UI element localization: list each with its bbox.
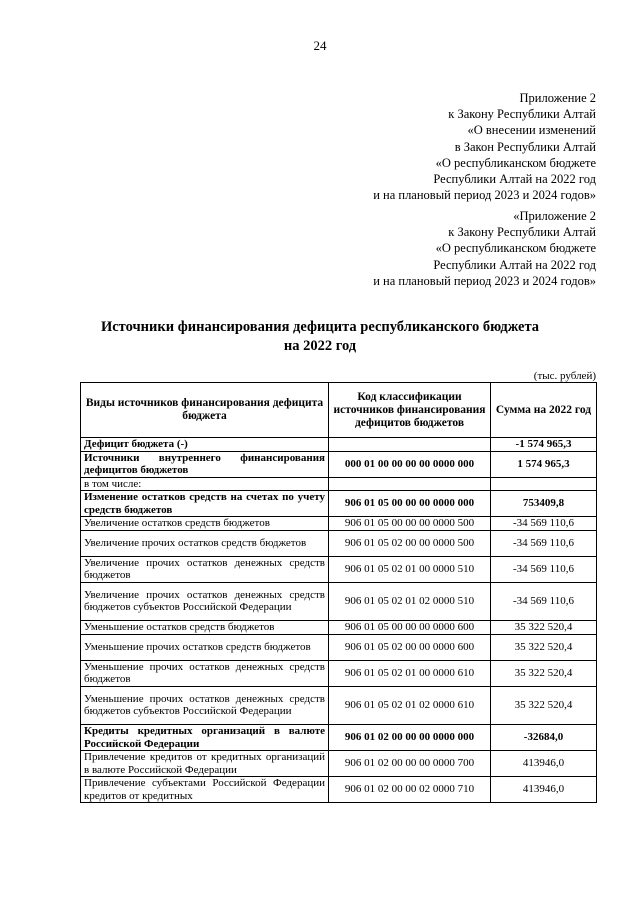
header-sum-2022: Сумма на 2022 год	[491, 383, 597, 438]
appendix-1-line: к Закону Республики Алтай	[448, 107, 596, 122]
row-classification-code: 906 01 02 00 00 02 0000 710	[329, 777, 491, 803]
appendix-2-line: и на плановый период 2023 и 2024 годов»	[373, 273, 596, 288]
row-sum-value: 1 574 965,3	[491, 451, 597, 477]
row-source-name: Дефицит бюджета (-)	[81, 438, 329, 452]
row-source-name: Привлечение кредитов от кредитных организаций в валюте Российской Федерации	[81, 751, 329, 777]
row-source-name: в том числе:	[81, 477, 329, 491]
header-classification-code: Код классификации источников финансирования дефицитов бюджетов	[329, 383, 491, 438]
row-sum-value: -34 569 110,6	[491, 582, 597, 621]
table-row	[81, 491, 597, 517]
row-source-name: Привлечение субъектами Российской Федерации кредитов от кредитных	[81, 777, 329, 803]
table-row	[81, 517, 597, 531]
row-source-name: Уменьшение прочих остатков денежных средств бюджетов субъектов Российской Федерации	[81, 686, 329, 725]
units-label: (тыс. рублей)	[533, 370, 596, 382]
row-source-name: Уменьшение прочих остатков денежных средств бюджетов	[81, 660, 329, 686]
appendix-2-line: «Приложение 2	[513, 209, 596, 223]
row-source-name: Уменьшение остатков средств бюджетов	[81, 621, 329, 635]
row-sum-value	[491, 477, 597, 491]
row-classification-code: 906 01 05 02 00 00 0000 500	[329, 530, 491, 556]
header-source-type: Виды источников финансирования дефицита бюджета	[81, 383, 329, 438]
appendix-1-line: и на плановый период 2023 и 2024 годов»	[373, 188, 596, 203]
appendix-2-line: к Закону Республики Алтай	[448, 225, 596, 240]
row-sum-value: 35 322 520,4	[491, 621, 597, 635]
table-row	[81, 621, 597, 635]
row-sum-value: 413946,0	[491, 777, 597, 803]
appendix-2-line: Республики Алтай на 2022 год	[433, 257, 596, 272]
row-source-name: Увеличение прочих остатков денежных средств бюджетов	[81, 556, 329, 582]
row-classification-code: 906 01 05 02 01 00 0000 610	[329, 660, 491, 686]
row-classification-code: 906 01 05 02 01 02 0000 510	[329, 582, 491, 621]
row-classification-code: 906 01 02 00 00 00 0000 700	[329, 751, 491, 777]
row-sum-value: 753409,8	[491, 491, 597, 517]
appendix-1-line: Приложение 2	[519, 91, 596, 105]
row-classification-code	[329, 438, 491, 452]
table-row	[81, 751, 597, 777]
row-sum-value: -34 569 110,6	[491, 556, 597, 582]
title-line-1: Источники финансирования дефицита республиканского бюджета	[100, 319, 540, 335]
row-classification-code: 000 01 00 00 00 00 0000 000	[329, 451, 491, 477]
row-classification-code: 906 01 05 00 00 00 0000 600	[329, 621, 491, 635]
table-row	[81, 686, 597, 725]
table-row	[81, 660, 597, 686]
table-body	[81, 438, 597, 803]
row-sum-value: 35 322 520,4	[491, 660, 597, 686]
appendix-1-line: «О внесении изменений	[467, 123, 596, 138]
row-source-name: Изменение остатков средств на счетах по учету средств бюджетов	[81, 491, 329, 517]
table-row	[81, 582, 597, 621]
row-sum-value: -1 574 965,3	[491, 438, 597, 452]
row-source-name: Уменьшение прочих остатков средств бюджетов	[81, 634, 329, 660]
appendix-reference-original-law	[373, 208, 596, 289]
row-sum-value: 35 322 520,4	[491, 686, 597, 725]
row-classification-code: 906 01 05 02 01 02 0000 610	[329, 686, 491, 725]
row-sum-value: -34 569 110,6	[491, 530, 597, 556]
table-header-row	[81, 383, 597, 438]
row-source-name: Кредиты кредитных организаций в валюте Российской Федерации	[81, 725, 329, 751]
table-row	[81, 477, 597, 491]
row-classification-code	[329, 477, 491, 491]
row-classification-code: 906 01 05 00 00 00 0000 000	[329, 491, 491, 517]
row-classification-code: 906 01 05 00 00 00 0000 500	[329, 517, 491, 531]
page-number: 24	[313, 38, 327, 53]
row-sum-value: 413946,0	[491, 751, 597, 777]
row-classification-code: 906 01 05 02 00 00 0000 600	[329, 634, 491, 660]
table-row	[81, 725, 597, 751]
table-row	[81, 530, 597, 556]
table-row	[81, 777, 597, 803]
appendix-reference-amending-law	[373, 90, 596, 203]
table-row	[81, 634, 597, 660]
table-row	[81, 451, 597, 477]
title-line-2: на 2022 год	[283, 338, 357, 354]
appendix-2-line: «О республиканском бюджете	[435, 241, 596, 256]
row-source-name: Увеличение остатков средств бюджетов	[81, 517, 329, 531]
appendix-1-line: в Закон Республики Алтай	[454, 139, 596, 154]
document-title	[0, 318, 640, 356]
row-classification-code: 906 01 02 00 00 00 0000 000	[329, 725, 491, 751]
row-sum-value: -34 569 110,6	[491, 517, 597, 531]
table-row	[81, 438, 597, 452]
appendix-1-line: «О республиканском бюджете	[435, 155, 596, 170]
financing-sources-table	[80, 382, 597, 803]
row-source-name: Источники внутреннего финансирования дефицитов бюджетов	[81, 451, 329, 477]
table-row	[81, 556, 597, 582]
row-sum-value: -32684,0	[491, 725, 597, 751]
row-source-name: Увеличение прочих остатков денежных средств бюджетов субъектов Российской Федерации	[81, 582, 329, 621]
appendix-1-line: Республики Алтай на 2022 год	[433, 172, 596, 187]
row-classification-code: 906 01 05 02 01 00 0000 510	[329, 556, 491, 582]
row-source-name: Увеличение прочих остатков средств бюджетов	[81, 530, 329, 556]
row-sum-value: 35 322 520,4	[491, 634, 597, 660]
